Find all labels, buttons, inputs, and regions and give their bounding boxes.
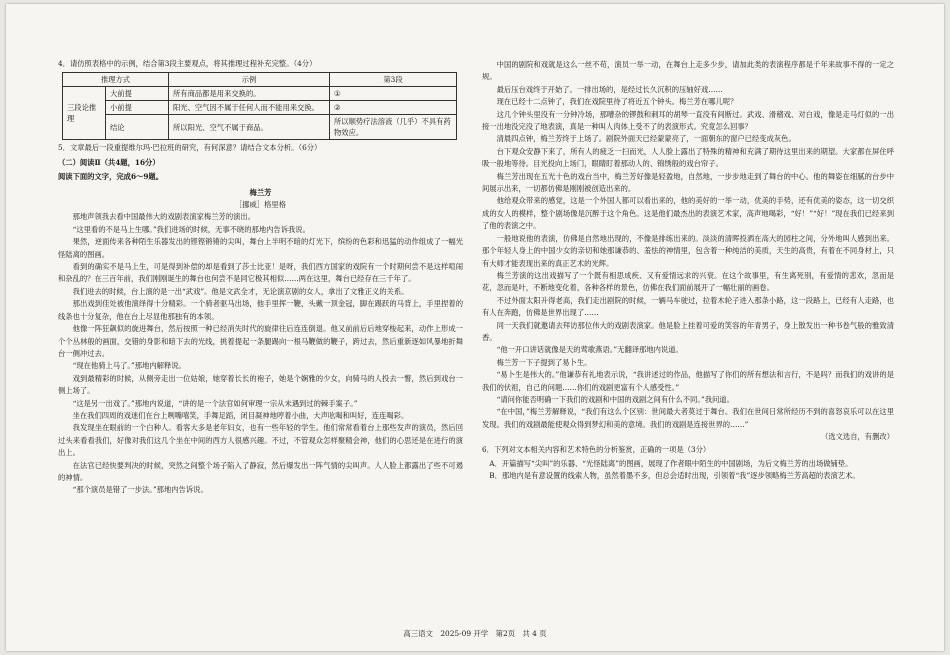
right-column [482, 59, 894, 483]
paragraph: 梅兰芳出现在五光十色的戏台当中，梅兰芳好像是轻盈地，自然地，一步步地走到了舞台的中心。他的舞姿在细腻的台步中间展示出来，一切都仿佛是刚刚被创造出来的。 [482, 171, 894, 194]
paragraph: 清晨四点钟，梅兰芳终于上场了。剧院外面天已经蒙蒙亮了，一面朝东的窗户已经变成灰色。 [496, 134, 796, 144]
paragraph: 不过外面太阳升得老高，我们走出剧院的时候，一辆马车驶过，拉着木轮子进入那条小路，这一段路上，已经有人走路，也有人在奔跑，仿佛是世界出现了…… [482, 295, 894, 318]
paragraph: “他一开口讲话就像是天的莺歌燕语。”无翻译那地内说道。 [496, 345, 683, 355]
section-heading: （二）阅读Ⅱ（共4题，16分） [58, 157, 160, 167]
table-row-group: 三段论推理 [63, 87, 106, 140]
paragraph: 他给观众带来的感觉，这是一个外国人都可以看出来的，他的美好的一举一动，优美的手势，还有优美的姿态，这一切交织成的女人的模样，整个剧场像是沉醉于这个角色。这是他们最杰出的表演艺术家，高声地喝彩，“好！”“好！”现在我们已经来到了他的表演之中。 [482, 196, 894, 231]
paragraph: 同一天我们就邀请去拜访那位伟大的戏剧表演家。他是脸上挂着可爱的笑容的年青男子，身上散发出一种书卷气般的雅致清香。 [482, 320, 894, 342]
reading-instruction: 阅读下面的文字，完成6～9题。 [58, 172, 164, 182]
paragraph: “现在他骑上马了。”那地内解释说。 [72, 361, 186, 371]
option-a: A．开篇描写“尖叫”的乐器、“光怪陆离”的图画，展现了作者眼中陌生的中国剧场，为后文梅兰芳的出场做铺垫。 [489, 459, 853, 468]
paragraph: “请问你能否明确一下我们的戏剧和中国的戏剧之间有什么不同。”我问道。 [496, 394, 734, 404]
paragraph: 中国的剧院和戏就是这么一丝不苟，演员一举一动，在舞台上走多少步，请加此类的表演程序都是千年来故事不得的一定之规。 [482, 60, 894, 82]
table-cell-type: 结论 [106, 115, 169, 140]
table-cell-answer: 所以顺势疗法溶液（几乎）不具有药物效应。 [330, 115, 457, 140]
paragraph: “那个演员是错了一步法。”那地内告诉说。 [72, 485, 208, 495]
paragraph: 梅兰芳演的这出戏描写了一个既有相思成疾、又有爱情远求的兴衰。在这个故事里，有生离死别，有爱情的悲欢，忽而是花，忽而是叶，不断地变化着，各种各样的景色，仿佛在我们面前展开了一幅壮丽的画卷。 [482, 270, 894, 293]
table-header-para3: 第3段 [330, 73, 457, 87]
left-column [58, 58, 463, 497]
article-source: （选文选自，有删改） [821, 432, 894, 442]
paragraph: 台下观众安静下来了，所有人的疲乏一扫而光，人人脸上露出了特殊的精神和充满了期待这里出来的期望。大家都在屏住呼吸一般地等待。目光投向上场门，眼睛盯着那动人的、锦绣般的戏台帘子。 [482, 146, 894, 169]
reasoning-table [62, 72, 457, 140]
table-header-method: 推理方式 [63, 73, 169, 87]
table-cell-example: 所以阳光、空气不属于商品。 [169, 115, 330, 140]
paragraph: 现在已经十二点钟了，我们在戏院里待了将近五个钟头。梅兰芳在哪儿呢？ [496, 97, 738, 107]
paragraph: “这里看的不是马上生哪。”我们进场的时候，无事不晓的那地内告诉我说。 [72, 224, 310, 234]
table-cell-type: 小前提 [106, 101, 169, 115]
table-cell-answer: ① [330, 87, 457, 101]
table-header-example: 示例 [169, 73, 330, 87]
paragraph: 他像一阵狂飙似的旋进舞台，然后按照一种已经消失时代的旋律往后连连倒退。他又前前后后地穿梭起来，动作上形成一个个丛林般的画面，交错的身影和暗下去的光线，挑着提起一条腿踢向一根马鞭做的鞭子，跨过去，然后重新逐如风暴地折舞台一侧冲过去。 [58, 324, 463, 358]
question-4: 4．请仿照表格中的示例，结合第3段主要观点，将其推理过程补充完整。（4分） [58, 59, 317, 68]
article-title: 梅兰芳 [249, 187, 272, 197]
paragraph: “在中国，”梅兰芳解释说，“我们有这么个区别：世间最大者莫过于舞台。我们在世间日常所经历不到的喜怒哀乐可以在这里发现。我们的戏剧最能使观众得到梦幻和美的意境。我们的戏剧是连接世界的……” [482, 407, 894, 429]
article-author: ［挪威］格里格 [234, 200, 287, 210]
paragraph: “这是另一出戏了。”那地内说道，“讲的是一个法官如何审理一宗从未遇到过的棘手案子。” [72, 398, 358, 408]
table-cell-example: 所有商品都是用来交换的。 [169, 87, 330, 101]
paragraph: 那地声领我去看中国最伟大的戏剧表演家梅兰芳的演出。 [72, 212, 256, 222]
paragraph: “易卜生是伟大的。”他谦恭有礼地表示说，“我讲述过的作品，他描写了你们的所有想法和言行，不是吗？而我们的戏讲的是我们的伏祖，自己的问题……你们的戏剧更富有个人感受性。” [482, 370, 894, 392]
page-footer: 高三语文 2025-09 开学 第2页 共 4 页 [403, 629, 547, 638]
paragraph: 梅兰芳一下子提到了易卜生。 [496, 357, 592, 367]
question-6: 6．下列对文本相关内容和艺术特色的分析鉴赏，正确的一项是（3分） [482, 444, 711, 454]
paragraph: 果然，逆面传来各种陌生乐器发出的铿铿锵锵的尖叫，舞台上半明不暗的灯光下，缤纷的色彩和迅猛的动作组成了一幅光怪陆离的图画。 [58, 237, 463, 259]
paragraph: 在法官已经快要判决的时候，突然之间整个场子陷入了静寂，然后爆发出一阵气情的尖叫声。人人脸上都露出了些不可遏的神情。 [58, 460, 463, 482]
paragraph: 这几个钟头里没有一分钟冷场，那嘈杂的锣鼓和刺耳的胡琴一直没有间断过。武戏、滑稽戏、对白戏，像是走马灯似的一出接一出地没完没了地表演，真是一种叫人肉体上受不了的表演形式。究竟怎么回事？ [482, 109, 894, 132]
table-cell-type: 大前提 [106, 87, 169, 101]
paragraph: 戏到最精彩的时候，从侧旁走出一位姑娘，她穿着长长的袍子，她是个娴雅的少女，向骑马的人投去一瞥，然后到戏台一侧上场了。 [58, 373, 463, 396]
option-b: B．那地内是有意设置的线索人物，虽然着墨不多，但总会适时出现，引领着“我”逐步领略梅兰芳高超的表演艺术。 [489, 471, 860, 481]
table-cell-example: 阳光、空气因不属于任何人而不能用来交换。 [169, 101, 330, 115]
exam-page [6, 4, 944, 651]
paragraph: 那出戏到佳处被他演绎得十分精彩。一个骑者驱马出场，他手里挥一鞭，头戴一顶金冠，脚在踢跃的马背上，手里捏着的线条也十分复杂，他在台上尽显他那独有的本领。 [58, 299, 463, 321]
paragraph: 我们进去的时候，台上演的是一出“武戏”。他是文武全才，无论演京剧的女人，拿出了文雅正义的关系。 [72, 286, 409, 296]
table-cell-answer: ② [330, 101, 457, 115]
paragraph: 坐在我们四周的戏迷们在台上咧嘴嘻笑，手舞足蹈，闭目凝神地哼着小曲，大声吆喝和叫好，连连喝彩。 [72, 410, 409, 420]
paragraph: 最后压台戏终于开始了。一排出场的，是经过长久沉积的压轴好戏…… [496, 84, 723, 94]
paragraph: 我发现坐在眼前的一个白种人。看客大多是老年妇女，也有一些年轻的学生。他们常常看着台上那些发声的演员，然后回过头来看看我们，好像对我们这几个坐在中间的西方人很感兴趣。不过，不管观众怎样聚精会神，他们的心思还是在进行的演出上。 [58, 423, 463, 458]
paragraph: 一般地说他的表演，仿佛是自然地出现的，不像是排练出来的。淡淡的清晖投洒在高大的园柱之间，分外地叫人感到出来。那个年轻人身上的中国少女的亲切和她那谦恭的、羞怯的神情里，包含着一种纯洁的美质，天生的高贵，有着在不同身材上，只有大师才能表现出来的真正艺术的光辉。 [482, 233, 894, 268]
question-5: 5．文章最后一段重提维尔玛·巴拉班的研究，有何深意？请结合文本分析。（6分） [58, 143, 322, 153]
paragraph: 看到的确实不是马上生，可是得到补偿的却是看到了莎士比亚！是呀，我们西方国家的戏院有一个时期何尝不是这样喧闹和杂乱的？在三百年前，我们刚刚诞生的舞台也何尝不是同它极其相似……两在这里，舞台已经存在三千年了。 [58, 262, 463, 284]
